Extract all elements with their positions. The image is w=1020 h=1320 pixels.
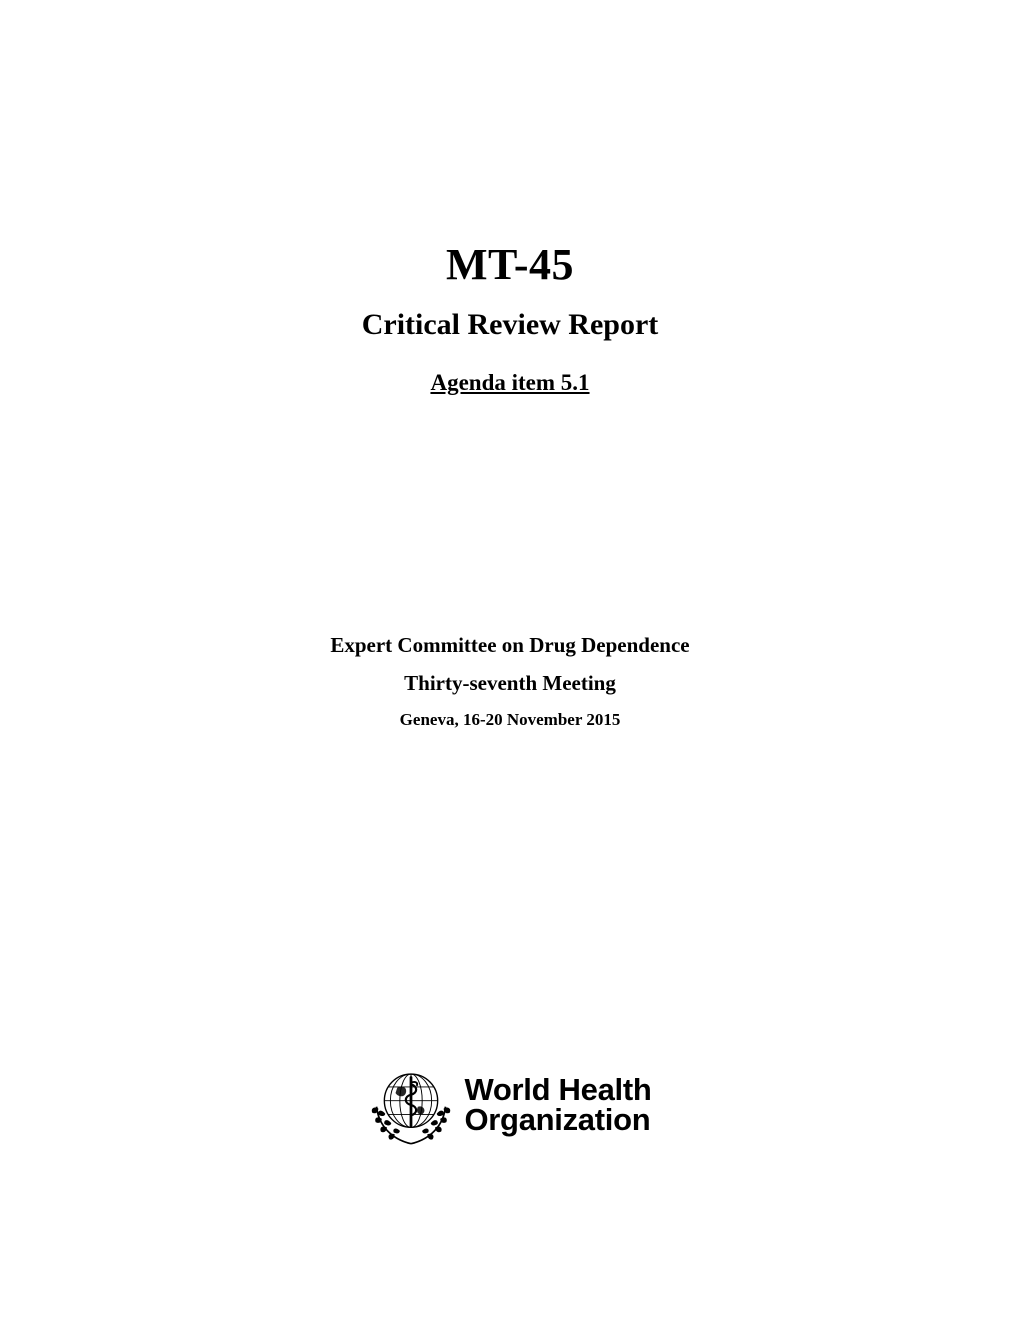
who-logo [0, 1062, 1020, 1148]
committee-name: Expert Committee on Drug Dependence [330, 633, 690, 657]
logo-wordmark [464, 1071, 652, 1137]
agenda-item-label: Agenda item 5.1 [430, 369, 590, 395]
logo-inner [368, 1062, 651, 1148]
logo-line-2: Organization [464, 1102, 651, 1137]
logo-line-1: World Health [464, 1071, 652, 1107]
page-title: MT-45 [446, 240, 574, 289]
meeting-location-date: Geneva, 16-20 November 2015 [399, 710, 621, 729]
meeting-number: Thirty-seventh Meeting [404, 670, 616, 695]
meeting-info-block [0, 630, 1020, 733]
who-emblem-icon [368, 1062, 454, 1148]
title-block [0, 240, 1020, 396]
document-subtitle: Critical Review Report [361, 307, 659, 341]
